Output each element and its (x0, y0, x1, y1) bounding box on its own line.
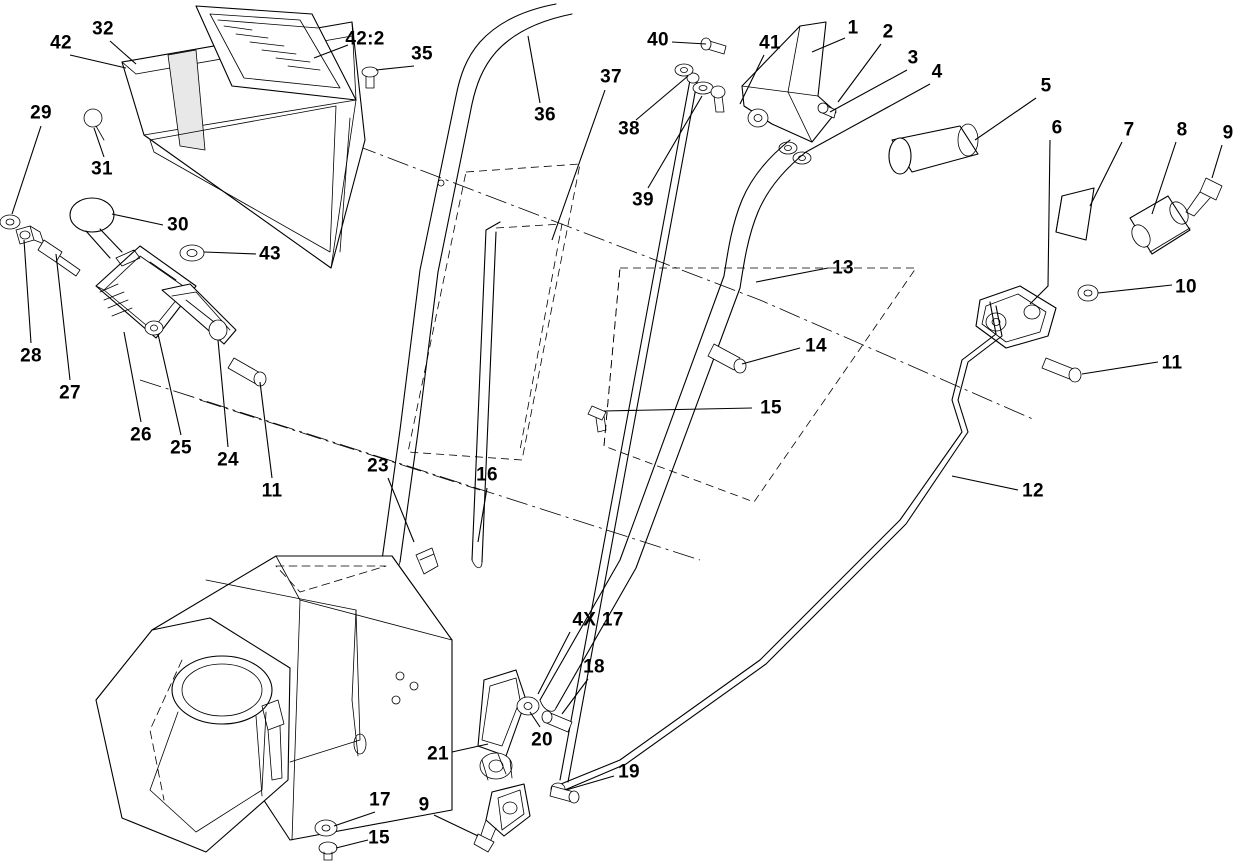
callout-4: 4 (931, 61, 943, 83)
part-29-washer (0, 215, 20, 229)
callout-31: 31 (91, 158, 113, 180)
part-9-bolt-top-right (1186, 178, 1222, 216)
part-28-knob-nut (16, 226, 44, 244)
part-17-washer-bottom (315, 820, 337, 836)
part-9-bolt-bottom (474, 834, 494, 852)
part-7-plate (1056, 188, 1094, 240)
callout-20: 20 (531, 729, 553, 751)
part-16-shift-rod (472, 222, 500, 568)
part-23-lower-handle-bracket (416, 548, 438, 574)
phantom-outlines (408, 164, 916, 502)
part-39-washer (693, 82, 713, 94)
callout-35: 35 (411, 43, 433, 65)
part-4-nut (793, 152, 811, 164)
part-43-washer (180, 245, 204, 261)
callout-41: 41 (759, 32, 781, 54)
callout-38: 38 (618, 118, 640, 140)
part-15-bolt-upper (588, 406, 606, 432)
part-17-washer-mid (517, 697, 539, 715)
part-25-nut (145, 321, 163, 335)
callout-24: 24 (217, 449, 239, 471)
part-35-screw (362, 67, 378, 88)
part-38-nut (675, 64, 693, 76)
callout-15-bottom: 15 (368, 827, 390, 849)
callout-11-right: 11 (1161, 352, 1183, 374)
callout-8: 8 (1176, 119, 1188, 141)
callout-26: 26 (130, 424, 152, 446)
callout-5: 5 (1040, 75, 1052, 97)
callout-7: 7 (1123, 119, 1135, 141)
callout-37: 37 (600, 66, 622, 88)
callout-42: 42 (50, 32, 72, 54)
callout-3: 3 (907, 47, 919, 69)
part-5-handle-grip (889, 124, 978, 174)
part-30-lever-knob (70, 198, 122, 258)
part-31-ball-knob (84, 109, 104, 140)
callout-11-left: 11 (261, 480, 283, 502)
callout-23: 23 (367, 455, 389, 477)
part-15-bolt-bottom (319, 842, 337, 860)
callout-36: 36 (534, 104, 556, 126)
part-bottom-bracket (480, 784, 530, 842)
callout-16: 16 (476, 464, 498, 486)
part-3-nut (779, 142, 797, 154)
callout-2: 2 (882, 21, 894, 43)
callout-18: 18 (583, 656, 605, 678)
part-11-pin-right (1042, 358, 1081, 382)
callout-1: 1 (847, 17, 859, 39)
callout-12: 12 (1022, 480, 1044, 502)
callout-9-bottom: 9 (418, 794, 430, 816)
callout-9-top: 9 (1222, 122, 1234, 144)
part-27-bolt (38, 240, 80, 276)
callout-28: 28 (20, 345, 42, 367)
part-1-lever-housing (742, 22, 836, 142)
callout-13: 13 (832, 257, 854, 279)
part-6-cable-bracket (976, 286, 1056, 348)
callout-19: 19 (618, 761, 640, 783)
callout-42-2: 42:2 (345, 28, 385, 50)
callout-27: 27 (59, 382, 81, 404)
part-40-bolt (701, 38, 726, 54)
callout-6: 6 (1051, 117, 1063, 139)
callout-4x-17: 4X 17 (572, 609, 624, 631)
callout-30: 30 (167, 214, 189, 236)
part-37-long-control-rod (560, 73, 699, 782)
machine-housing (96, 556, 452, 852)
part-11-pin-left (228, 358, 266, 386)
part-36-upper-left-handle (382, 4, 572, 571)
callout-15-upper: 15 (760, 397, 782, 419)
part-10-nut (1078, 285, 1098, 301)
callout-17-bottom: 17 (369, 789, 391, 811)
part-8-sleeve (1128, 196, 1192, 254)
callout-29: 29 (30, 102, 52, 124)
callout-43: 43 (259, 243, 281, 265)
callout-21: 21 (427, 743, 449, 765)
part-14-bolt (708, 344, 746, 373)
callout-10: 10 (1175, 276, 1197, 298)
callout-14: 14 (805, 335, 827, 357)
callout-39: 39 (632, 189, 654, 211)
callout-25: 25 (170, 437, 192, 459)
part-21-lower-bracket (478, 670, 526, 780)
callout-40: 40 (647, 29, 669, 51)
part-41-pin (711, 86, 725, 112)
callout-32: 32 (92, 18, 114, 40)
